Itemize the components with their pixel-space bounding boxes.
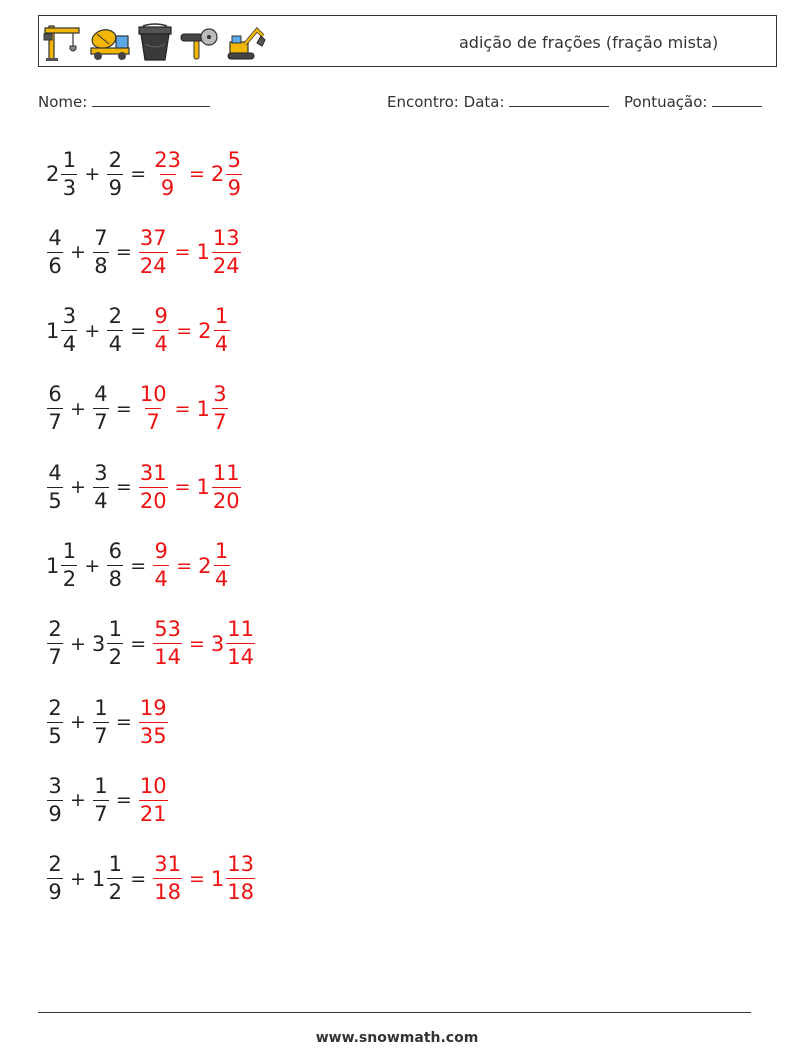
- mixed-result: [197, 384, 229, 433]
- numerator: 4: [48, 460, 62, 485]
- numerator: 9: [154, 539, 168, 563]
- whole-number: 1: [196, 396, 210, 421]
- second-addend: [92, 773, 110, 826]
- equals-sign: =: [115, 476, 132, 499]
- fraction: [213, 541, 231, 590]
- equals-sign: =: [130, 632, 147, 655]
- numerator: 1: [108, 852, 122, 877]
- fraction: [152, 306, 170, 355]
- equals-sign: =: [130, 163, 147, 185]
- equals-sign: =: [115, 711, 132, 734]
- whole-number: 2: [198, 318, 212, 343]
- whole-number: 1: [196, 475, 210, 500]
- mixed-result: [196, 225, 242, 278]
- crane-icon: [43, 22, 83, 62]
- plus-sign: +: [70, 397, 86, 420]
- denominator: 18: [227, 880, 254, 905]
- improper-result: [138, 773, 169, 826]
- first-addend: [46, 147, 78, 200]
- denominator: 14: [227, 645, 254, 670]
- fraction: [106, 854, 124, 903]
- improper-result: [138, 225, 169, 278]
- name-label: Nome:: [38, 93, 88, 111]
- improper-result: [152, 541, 170, 590]
- fraction: [60, 306, 78, 355]
- numerator: 4: [48, 225, 62, 250]
- equals-sign: =: [188, 867, 205, 890]
- worksheet-header: [38, 15, 777, 67]
- denominator: 35: [139, 723, 167, 748]
- problem-row: [46, 456, 242, 518]
- fraction: [138, 773, 169, 826]
- first-addend: [46, 773, 64, 826]
- improper-result: [152, 854, 183, 903]
- bucket-icon: [137, 22, 173, 62]
- fraction: [46, 225, 64, 278]
- equals-sign: =: [130, 867, 147, 890]
- numerator: 2: [48, 852, 62, 877]
- plus-sign: +: [84, 554, 101, 577]
- numerator: 13: [227, 852, 254, 877]
- denominator: 7: [213, 410, 227, 435]
- denominator: 5: [48, 723, 62, 748]
- first-addend: [46, 384, 64, 433]
- denominator: 4: [154, 567, 168, 591]
- equals-sign: =: [174, 397, 191, 420]
- fraction: [60, 541, 78, 590]
- footer-divider: [38, 1012, 751, 1013]
- mixed-result: [211, 854, 256, 903]
- date-blank[interactable]: [509, 94, 609, 107]
- score-blank[interactable]: [712, 94, 762, 107]
- denominator: 2: [108, 645, 122, 670]
- second-addend: [106, 306, 124, 355]
- footer-url: www.snowmath.com: [315, 1030, 479, 1046]
- denominator: 24: [212, 253, 240, 278]
- denominator: 24: [139, 253, 167, 278]
- angle-grinder-icon: [179, 22, 219, 62]
- fraction: [152, 147, 183, 200]
- improper-result: [138, 460, 169, 513]
- numerator: 3: [213, 382, 227, 407]
- whole-number: 1: [210, 866, 225, 891]
- denominator: 2: [108, 880, 122, 905]
- first-addend: [46, 541, 78, 590]
- numerator: 2: [48, 617, 62, 642]
- improper-result: [152, 147, 183, 200]
- fraction: [225, 854, 256, 903]
- fraction: [92, 384, 110, 433]
- numerator: 1: [108, 617, 122, 642]
- denominator: 9: [160, 175, 175, 200]
- equals-sign: =: [176, 554, 193, 577]
- mixed-result: [210, 147, 243, 200]
- whole-number: 1: [46, 553, 60, 578]
- meeting-label: Encontro:: [387, 93, 459, 111]
- problem-row: [46, 848, 256, 910]
- numerator: 5: [227, 147, 241, 172]
- equals-sign: =: [174, 476, 191, 499]
- problem-row: [46, 613, 256, 675]
- first-addend: [46, 619, 64, 668]
- fraction: [138, 460, 169, 513]
- denominator: 2: [62, 567, 77, 591]
- numerator: 1: [214, 539, 229, 563]
- second-addend: [92, 384, 110, 433]
- denominator: 7: [48, 410, 62, 435]
- fraction: [106, 619, 124, 668]
- denominator: 7: [94, 801, 108, 826]
- numerator: 2: [108, 147, 122, 172]
- numerator: 1: [62, 147, 77, 172]
- fraction: [211, 384, 229, 433]
- numerator: 23: [154, 147, 181, 172]
- plus-sign: +: [70, 867, 86, 890]
- mixed-result: [196, 460, 242, 513]
- denominator: 18: [154, 880, 181, 905]
- equals-sign: =: [115, 241, 132, 264]
- fraction: [106, 306, 124, 355]
- numerator: 7: [94, 225, 108, 250]
- problem-row: [46, 378, 229, 440]
- numerator: 53: [154, 617, 181, 642]
- fraction: [46, 619, 64, 668]
- plus-sign: +: [70, 632, 86, 655]
- fraction: [213, 306, 231, 355]
- denominator: 4: [62, 332, 77, 357]
- denominator: 8: [108, 567, 122, 591]
- denominator: 8: [94, 253, 108, 278]
- whole-number: 1: [91, 866, 106, 891]
- denominator: 9: [108, 175, 122, 200]
- fraction: [211, 460, 242, 513]
- fraction: [225, 147, 243, 200]
- fraction: [152, 619, 183, 668]
- plus-sign: +: [70, 241, 86, 264]
- numerator: 1: [94, 695, 108, 720]
- fraction: [92, 695, 110, 748]
- denominator: 6: [48, 253, 62, 278]
- denominator: 9: [48, 880, 62, 905]
- fraction: [138, 225, 169, 278]
- improper-result: [138, 384, 169, 433]
- denominator: 7: [94, 410, 108, 435]
- whole-number: 2: [46, 162, 60, 186]
- denominator: 4: [214, 567, 229, 591]
- numerator: 1: [62, 539, 77, 563]
- whole-number: 2: [210, 162, 225, 186]
- score-field: [624, 93, 762, 111]
- equals-sign: =: [130, 319, 147, 342]
- fraction: [138, 695, 169, 748]
- name-field: [38, 93, 210, 111]
- denominator: 7: [94, 723, 108, 748]
- fraction: [152, 854, 183, 903]
- fraction: [46, 773, 64, 826]
- fraction: [211, 225, 242, 278]
- fraction: [106, 541, 124, 590]
- name-blank[interactable]: [92, 94, 210, 107]
- numerator: 1: [94, 773, 108, 798]
- denominator: 7: [48, 645, 62, 670]
- numerator: 37: [139, 225, 167, 250]
- denominator: 9: [227, 175, 241, 200]
- denominator: 9: [48, 801, 62, 826]
- numerator: 10: [139, 382, 167, 407]
- header-icons: [43, 22, 267, 62]
- whole-number: 3: [210, 631, 225, 656]
- first-addend: [46, 695, 64, 748]
- improper-result: [152, 306, 170, 355]
- improper-result: [152, 619, 183, 668]
- second-addend: [92, 854, 124, 903]
- numerator: 3: [94, 460, 108, 485]
- fraction: [138, 384, 169, 433]
- denominator: 20: [139, 488, 167, 513]
- first-addend: [46, 460, 64, 513]
- problem-row: [46, 691, 169, 753]
- numerator: 1: [214, 304, 229, 329]
- cement-truck-icon: [89, 22, 131, 62]
- improper-result: [138, 695, 169, 748]
- numerator: 19: [139, 695, 167, 720]
- second-addend: [92, 619, 124, 668]
- equals-sign: =: [176, 319, 193, 342]
- denominator: 3: [62, 175, 77, 200]
- plus-sign: +: [84, 163, 101, 185]
- fraction: [106, 147, 124, 200]
- mixed-result: [198, 541, 230, 590]
- numerator: 3: [62, 304, 77, 329]
- mixed-result: [198, 306, 230, 355]
- fraction: [92, 773, 110, 826]
- numerator: 11: [227, 617, 254, 642]
- equals-sign: =: [188, 163, 205, 185]
- plus-sign: +: [70, 789, 86, 812]
- problem-row: [46, 769, 169, 831]
- second-addend: [92, 695, 110, 748]
- numerator: 13: [212, 225, 240, 250]
- denominator: 4: [154, 332, 168, 357]
- mixed-result: [211, 619, 256, 668]
- fraction: [92, 460, 110, 513]
- problem-row: [46, 143, 243, 205]
- denominator: 21: [139, 801, 167, 826]
- plus-sign: +: [70, 711, 86, 734]
- meeting-date-field: [387, 93, 609, 111]
- problem-row: [46, 535, 231, 597]
- denominator: 7: [146, 410, 160, 435]
- equals-sign: =: [130, 554, 147, 577]
- first-addend: [46, 854, 64, 903]
- fraction: [92, 225, 110, 278]
- plus-sign: +: [84, 319, 101, 342]
- whole-number: 1: [196, 240, 210, 265]
- denominator: 5: [48, 488, 62, 513]
- whole-number: 1: [46, 318, 60, 343]
- second-addend: [92, 460, 110, 513]
- second-addend: [92, 225, 110, 278]
- numerator: 11: [212, 460, 240, 485]
- numerator: 31: [154, 852, 181, 877]
- date-label: Data:: [463, 93, 505, 111]
- numerator: 31: [139, 460, 167, 485]
- fraction: [46, 695, 64, 748]
- whole-number: 3: [91, 631, 106, 656]
- equals-sign: =: [188, 632, 205, 655]
- worksheet-title: adição de frações (fração mista): [459, 33, 719, 52]
- numerator: 10: [139, 773, 167, 798]
- denominator: 4: [214, 332, 229, 357]
- denominator: 4: [108, 332, 122, 357]
- denominator: 20: [212, 488, 240, 513]
- fraction: [152, 541, 170, 590]
- score-label: Pontuação:: [624, 93, 708, 111]
- equals-sign: =: [174, 241, 191, 264]
- fraction: [225, 619, 256, 668]
- numerator: 3: [48, 773, 62, 798]
- equals-sign: =: [115, 789, 132, 812]
- fraction: [60, 147, 78, 200]
- fraction: [46, 460, 64, 513]
- fraction: [46, 854, 64, 903]
- numerator: 9: [154, 304, 168, 329]
- problem-row: [46, 300, 231, 362]
- plus-sign: +: [70, 476, 86, 499]
- first-addend: [46, 306, 78, 355]
- problem-row: [46, 221, 242, 283]
- whole-number: 2: [198, 553, 212, 578]
- numerator: 2: [48, 695, 62, 720]
- second-addend: [106, 541, 124, 590]
- excavator-icon: [225, 22, 267, 62]
- second-addend: [106, 147, 124, 200]
- denominator: 14: [154, 645, 181, 670]
- denominator: 4: [94, 488, 108, 513]
- first-addend: [46, 225, 64, 278]
- numerator: 2: [108, 304, 122, 329]
- numerator: 4: [94, 382, 108, 407]
- equals-sign: =: [115, 397, 132, 420]
- numerator: 6: [48, 382, 62, 407]
- fraction: [46, 384, 64, 433]
- numerator: 6: [108, 539, 122, 563]
